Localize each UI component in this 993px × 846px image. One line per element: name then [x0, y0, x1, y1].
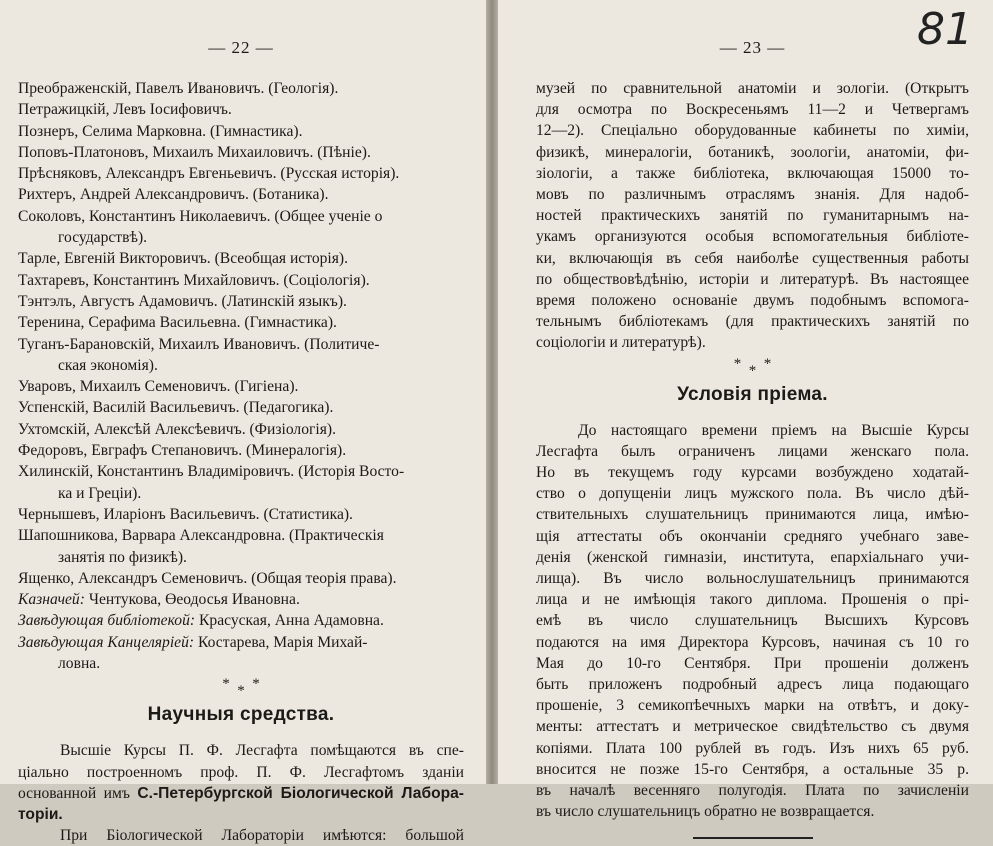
text-line: подаются на имя Директора Курсовъ, начиная съ 10 го	[536, 633, 969, 651]
text-line: менты: аттестатъ и метрическое свидѣтельство съ двумя	[536, 718, 969, 736]
text-line: въ началѣ весенняго полугодія. Плата по зачисленіи	[536, 782, 969, 800]
faculty-entry-continuation: ская экономія).	[58, 356, 158, 374]
text-fragment: основанной имъ	[18, 784, 130, 802]
text-line: по обществовѣдѣнію, исторіи и литературѣ. Въ настоящее	[536, 270, 969, 288]
faculty-entry-continuation: занятія по физикѣ).	[58, 548, 187, 566]
ornament-star: *	[237, 683, 245, 700]
text-line	[18, 783, 464, 804]
text-line: До настоящаго времени пріемъ на Высшіе Курсы	[578, 421, 969, 439]
text-line: для осмотра по Воскресеньямъ 11—2 и Четвергамъ	[536, 101, 969, 119]
text-line: Мая до 10-го Сентября. При прошеніи долженъ	[536, 654, 969, 672]
staff-role: Казначей:	[18, 591, 85, 609]
text-line: быть приложенъ подробный адресъ лица подающаго	[536, 676, 969, 694]
text-line: Лесгафта былъ ограниченъ лицами женскаго пола.	[536, 442, 969, 460]
staff-entry	[18, 610, 464, 631]
section-ornament	[18, 676, 464, 700]
text-line: При Біологической Лабораторіи имѣются: большой	[60, 827, 464, 845]
paragraph-scientific-means	[18, 740, 464, 846]
faculty-entry: Тарле, Евгеній Викторовичъ. (Всеобщая исторія).	[18, 250, 349, 268]
staff-name: Чентукова, Өеодосья Ивановна.	[84, 591, 300, 609]
text-line: ство о допущеніи лицъ мужского пола. Въ число дѣй-	[536, 485, 969, 503]
laboratory-name-end: торіи.	[18, 805, 63, 823]
text-line: время положено основаніе двумъ подобнымъ вспомога-	[536, 292, 969, 310]
page-number-left: — 22 —	[208, 38, 274, 57]
paragraph-admission	[536, 420, 969, 823]
faculty-entry: Тахтаревъ, Константинъ Михайловичъ. (Соціологія).	[18, 271, 370, 289]
section-ornament	[536, 355, 969, 379]
faculty-entry: Ященко, Александръ Семеновичъ. (Общая теорія права).	[18, 569, 397, 587]
staff-role: Завѣдующая библіотекой:	[18, 612, 196, 630]
text-line: Высшіе Курсы П. Ф. Лесгафта помѣщаются въ спе-	[60, 742, 464, 760]
faculty-entry: Познеръ, Селима Марковна. (Гимнастика).	[18, 122, 303, 140]
text-line: Но въ текущемъ году курсами возбуждено ходатай-	[536, 464, 969, 482]
text-line: ностей практическихъ занятій по гуманитарнымъ на-	[536, 207, 969, 225]
staff-name: Красуская, Анна Адамовна.	[195, 612, 384, 630]
page-number-right: — 23 —	[719, 38, 786, 57]
ornament-star: *	[748, 362, 757, 379]
text-line: копіями. Плата 100 рублей въ годъ. Изъ нихъ 65 руб.	[536, 739, 969, 757]
section-heading-admission: Условія пріема.	[677, 383, 828, 405]
page-right	[498, 0, 993, 821]
faculty-entry: Тэнтэлъ, Августъ Адамовичъ. (Латинскій языкъ).	[18, 292, 347, 310]
staff-entry	[18, 653, 464, 674]
faculty-list	[18, 78, 464, 589]
faculty-entry: Чернышевъ, Иларіонъ Васильевичъ. (Статистика).	[18, 505, 353, 523]
faculty-entry: Рихтеръ, Андрей Александровичъ. (Ботаника).	[18, 186, 329, 204]
page-left	[0, 0, 486, 845]
text-line: 12—2). Спеціально оборудованные кабинеты по химіи,	[536, 122, 969, 140]
paragraph-collections	[536, 78, 969, 354]
faculty-entry: Поповъ-Платоновъ, Михаилъ Михаиловичъ. (Пѣніе).	[18, 143, 371, 161]
faculty-entry: Петражицкій, Левъ Іосифовичъ.	[18, 101, 232, 119]
faculty-entry: Соколовъ, Константинъ Николаевичъ. (Общее ученіе о	[18, 207, 383, 225]
text-line: ствительныхъ слушательницъ принимаются лица, имѣю-	[536, 506, 969, 524]
text-line: ціально построенномъ проф. П. Ф. Лесгафтомъ зданіи	[18, 763, 464, 781]
staff-name: ловна.	[58, 655, 101, 673]
staff-list	[18, 589, 464, 674]
text-line: въ число слушательницъ обратно не возвращается.	[536, 803, 875, 821]
faculty-entry: Хилинскій, Константинъ Владиміровичъ. (Исторія Восто-	[18, 463, 405, 481]
text-line: лица и не имѣющія такого диплома. Прошенія о прі-	[536, 591, 969, 609]
staff-entry	[18, 589, 464, 610]
ornament-star: *	[252, 676, 260, 693]
text-line: ки, включающія въ себя наиболѣе существенныя работы	[536, 249, 969, 267]
faculty-entry-continuation: ка и Греціи).	[58, 484, 142, 502]
text-line: музей по сравнительной анатоміи и зологіи. (Открытъ	[536, 80, 969, 97]
faculty-entry: Прѣсняковъ, Александръ Евгеньевичъ. (Русская исторія).	[18, 165, 400, 183]
laboratory-name: С.-Петербургской Біологической Лабора-	[137, 784, 464, 802]
faculty-entry: Преображенскій, Павелъ Ивановичъ. (Геологія).	[18, 80, 339, 97]
book-gutter	[486, 0, 498, 784]
staff-entry	[18, 632, 464, 653]
text-line: лища). Въ число вольнослушательницъ принимаются	[536, 570, 969, 588]
text-line: укамъ организуются особыя вспомогательныя библіоте-	[536, 228, 969, 246]
faculty-entry: Ухтомскій, Алексѣй Алексѣевичъ. (Физіологія).	[18, 420, 337, 438]
faculty-entry: Федоровъ, Евграфъ Степановичъ. (Минералогія).	[18, 442, 347, 460]
ornament-star: *	[733, 355, 742, 372]
text-line: соціологіи и литературѣ).	[536, 334, 706, 352]
faculty-entry-continuation: государствѣ).	[58, 229, 148, 247]
staff-role: Завѣдующая Канцеляріей:	[18, 633, 195, 651]
closing-rule	[693, 837, 813, 839]
text-line: физикѣ, минералогіи, ботаникѣ, зоологіи, анатоміи, фи-	[536, 143, 969, 161]
text-line: прошеніе, 3 семикопѣечныхъ марки на отвѣтъ, и доку-	[536, 697, 969, 715]
text-line: емѣ въ число слушательницъ Высшихъ Курсовъ	[536, 612, 969, 630]
text-line: зіологіи, а также библіотека, включающая 15000 то-	[536, 164, 969, 182]
faculty-entry: Шапошникова, Варвара Александровна. (Практическія	[18, 527, 384, 545]
faculty-entry: Теренина, Серафима Васильевна. (Гимнастика).	[18, 314, 337, 332]
text-line: денія (женской гимназіи, института, епархіальнаго учи-	[536, 548, 969, 566]
text-line: мовъ по различнымъ отраслямъ знанія. Для надоб-	[536, 186, 969, 204]
section-heading-scientific-means: Научныя средства.	[147, 704, 335, 726]
text-line: вносится не позже 15-го Сентября, а остальные 35 р.	[536, 760, 969, 778]
ornament-star: *	[222, 676, 230, 693]
staff-name: Костарева, Марія Михай-	[194, 633, 368, 651]
handwritten-page-mark: 81	[917, 4, 973, 55]
text-line: тельнымъ библіотекамъ (для практическихъ занятій по	[536, 313, 969, 331]
ornament-star: *	[763, 355, 772, 372]
faculty-entry: Туганъ-Барановскій, Михаилъ Ивановичъ. (Политиче-	[18, 335, 380, 353]
faculty-entry: Уваровъ, Михаилъ Семеновичъ. (Гигіена).	[18, 378, 299, 396]
text-line: щія аттестаты объ окончаніи средняго учебнаго заве-	[536, 527, 969, 545]
faculty-entry: Успенскій, Василій Васильевичъ. (Педагогика).	[18, 399, 334, 417]
